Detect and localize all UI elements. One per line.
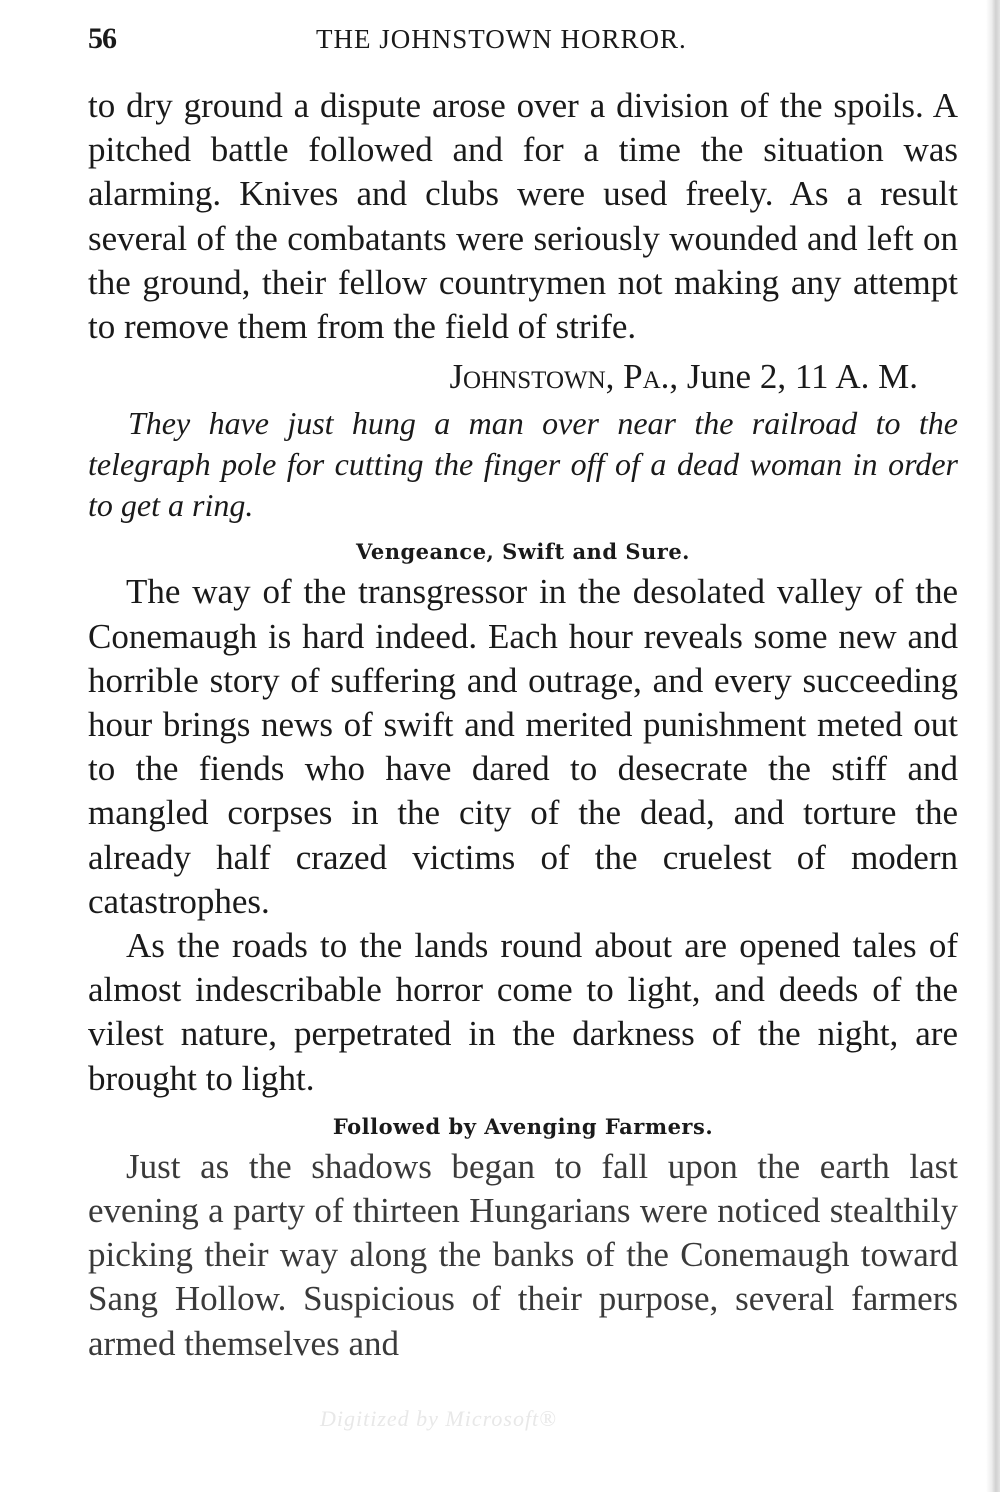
continued-paragraph: to dry ground a dispute arose over a division of the spoils. A pitched battle followed and for a time the situation was alarming. Knives and clubs were used freely. As a result several of the combatants were seriously wounded and left on the ground, their fellow countrymen not making any attempt to remove them from the field of strife. [88,86,958,347]
paragraph-transgressor: The way of the transgressor in the desolated valley of the Conemaugh is hard indeed. Each hour reveals some new and horrible story of suffering and outrage, and every succeeding hour brings news of swift and merited punishment meted out to the fiends who have dared to desecrate the stiff and mangled corpses in the city of the dead, and torture the already half crazed victims of the cruelest of modern catastrophes. [88,572,958,921]
subheading-vengeance: Vengeance, Swift and Sure. [356,539,690,565]
subheading-farmers: Followed by Avenging Farmers. [332,1113,714,1139]
dateline [88,355,958,399]
dispatch-text: They have just hung a man over near the railroad to the telegraph pole for cutting the finger off of a dead woman in order to get a ring. [88,405,958,524]
page-header [88,20,958,60]
dateline-time: June 2, 11 A. M. [686,357,918,397]
running-head: THE JOHNSTOWN HORROR. [316,24,687,54]
paragraph-shadows: Just as the shadows began to fall upon the earth last evening a party of thirteen Hungarians were noticed stealthily picking their way along the banks of the Conemaugh toward Sang Hollow. Suspicious of their purpose, several farmers armed themselves and [88,1146,958,1363]
dateline-place: Johnstown, Pa., [449,357,679,397]
page-body [88,84,958,1366]
page-edge-shadow [986,0,1000,1492]
page-number: 56 [88,22,116,55]
paragraph-roads: As the roads to the lands round about are opened tales of almost indescribable horror come to light, and deeds of the vilest nature, perpetrated in the darkness of the night, are brought to light. [88,926,958,1098]
digitization-watermark: Digitized by Microsoft® [320,1406,557,1431]
